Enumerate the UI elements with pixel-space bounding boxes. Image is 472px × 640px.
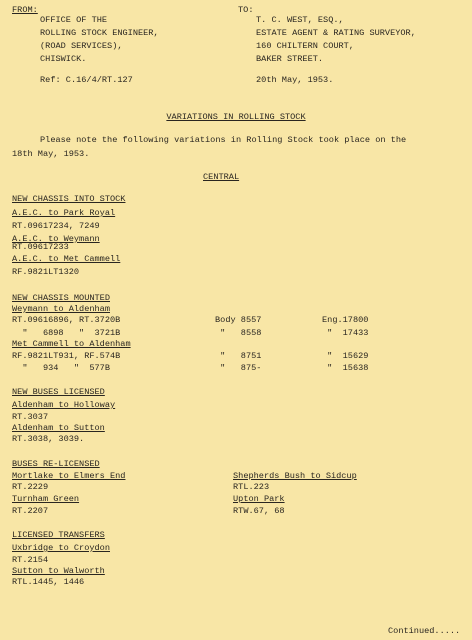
list-item: Mortlake to Elmers End (12, 471, 126, 481)
intro-line-1: Please note the following variations in Rolling Stock took place on the (40, 135, 407, 145)
list-item: A.E.C. to Met Cammell (12, 254, 121, 264)
heading-new-chassis-mounted: NEW CHASSIS MOUNTED (12, 293, 110, 303)
list-item: A.E.C. to Weymann (12, 234, 100, 244)
to-label: TO: (238, 5, 254, 15)
list-item: Upton Park (233, 494, 285, 504)
list-item: RTW.67, 68 (233, 506, 285, 516)
body-number: " 8558 (215, 328, 262, 338)
heading-licensed-transfers: LICENSED TRANSFERS (12, 530, 105, 540)
continued-note: Continued..... (388, 626, 461, 636)
engine-number: " 15638 (322, 363, 369, 373)
letter-date: 20th May, 1953. (256, 75, 334, 85)
from-line-1: OFFICE OF THE (40, 15, 108, 25)
list-item: RF.9821LT1320 (12, 267, 80, 277)
list-item: RT.09617234, 7249 (12, 221, 100, 231)
heading-new-chassis-into-stock: NEW CHASSIS INTO STOCK (12, 194, 126, 204)
list-item: RT.09617233 (12, 242, 69, 252)
body-number: " 875- (215, 363, 262, 373)
reference: Ref: C.16/4/RT.127 (40, 75, 133, 85)
document-title: VARIATIONS IN ROLLING STOCK (166, 112, 306, 122)
table-row: " 934 " 577B (12, 363, 110, 373)
engine-number: Eng.17800 (322, 315, 369, 325)
list-item: Shepherds Bush to Sidcup (233, 471, 357, 481)
list-item: RT.2154 (12, 555, 49, 565)
list-item: RT.3038, 3039. (12, 434, 85, 444)
list-item: Sutton to Walworth (12, 566, 105, 576)
to-line-1: T. C. WEST, ESQ., (256, 15, 344, 25)
table-row: RT.09616896, RT.3720B (12, 315, 121, 325)
list-item: Aldenham to Sutton (12, 423, 105, 433)
body-number: " 8751 (215, 351, 262, 361)
engine-number: " 15629 (322, 351, 369, 361)
intro-line-2: 18th May, 1953. (12, 149, 90, 159)
table-row: Weymann to Aldenham (12, 304, 110, 314)
from-line-4: CHISWICK. (40, 54, 87, 64)
body-number: Body 8557 (215, 315, 262, 325)
section-heading: CENTRAL (203, 172, 240, 182)
list-item: A.E.C. to Park Royal (12, 208, 116, 218)
list-item: Turnham Green (12, 494, 80, 504)
list-item: RT.3037 (12, 412, 49, 422)
to-line-3: 160 CHILTERN COURT, (256, 41, 354, 51)
from-line-2: ROLLING STOCK ENGINEER, (40, 28, 159, 38)
from-line-3: (ROAD SERVICES), (40, 41, 123, 51)
to-line-2: ESTATE AGENT & RATING SURVEYOR, (256, 28, 416, 38)
list-item: RTL.223 (233, 482, 270, 492)
list-item: RT.2207 (12, 506, 49, 516)
heading-buses-relicensed: BUSES RE-LICENSED (12, 459, 100, 469)
from-label: FROM: (12, 5, 38, 15)
list-item: Uxbridge to Croydon (12, 543, 110, 553)
list-item: Aldenham to Holloway (12, 400, 116, 410)
table-row: " 6898 " 3721B (12, 328, 121, 338)
engine-number: " 17433 (322, 328, 369, 338)
table-row: Met Cammell to Aldenham (12, 339, 131, 349)
heading-new-buses-licensed: NEW BUSES LICENSED (12, 387, 105, 397)
list-item: RT.2229 (12, 482, 49, 492)
table-row: RF.9821LT931, RF.574B (12, 351, 121, 361)
to-line-4: BAKER STREET. (256, 54, 324, 64)
list-item: RTL.1445, 1446 (12, 577, 85, 587)
